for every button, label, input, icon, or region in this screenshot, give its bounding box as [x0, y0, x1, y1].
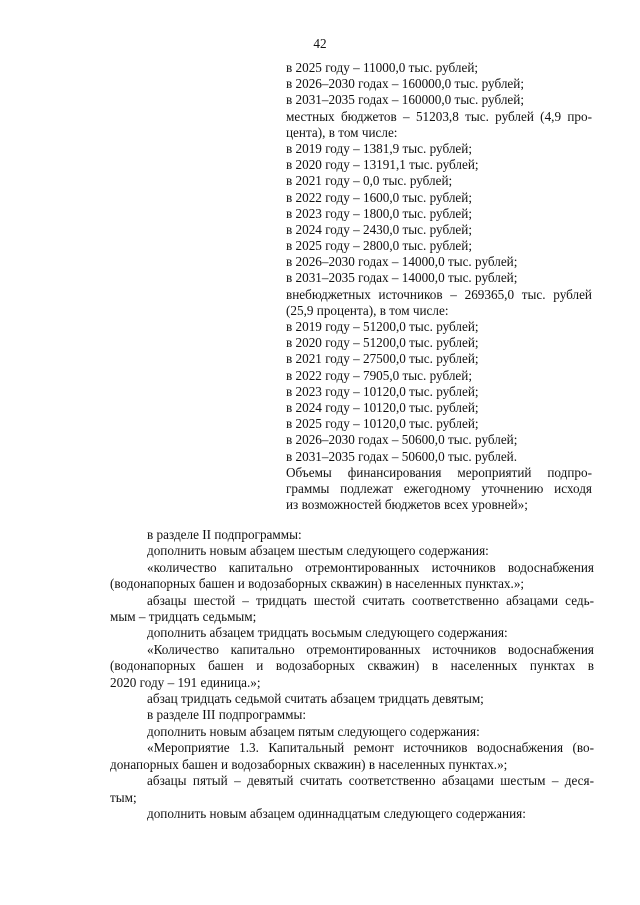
- paragraph-line: (водонапорных башен и водозаборных скважин) в населенных пунктах.»;: [110, 576, 525, 592]
- list-item: в 2020 году – 13191,1 тыс. рублей;: [286, 157, 479, 173]
- list-item: Объемы финансирования мероприятий подпро-: [286, 464, 592, 480]
- list-item: в 2019 году – 51200,0 тыс. рублей;: [286, 319, 479, 335]
- paragraph-line: абзацы пятый – девятый считать соответственно абзацами шестым – деся-: [147, 773, 594, 789]
- paragraph-line: дополнить абзацем тридцать восьмым следующего содержания:: [147, 625, 508, 641]
- paragraph-line: (водонапорных башен и водозаборных скважин) в населенных пунктах в: [110, 658, 594, 674]
- list-item: из возможностей бюджетов всех уровней»;: [286, 497, 528, 513]
- list-item: (25,9 процента), в том числе:: [286, 302, 449, 318]
- paragraph-line: «Количество капитально отремонтированных источников водоснабжения: [147, 641, 594, 657]
- page-number: 42: [313, 36, 327, 51]
- paragraph-line: 2020 году – 191 единица.»;: [110, 674, 261, 690]
- list-item: в 2026–2030 годах – 50600,0 тыс. рублей;: [286, 432, 518, 448]
- paragraph-line: «Мероприятие 1.3. Капитальный ремонт источников водоснабжения (во-: [147, 740, 594, 756]
- funding-list: [286, 60, 592, 513]
- list-item: в 2021 году – 27500,0 тыс. рублей;: [286, 351, 479, 367]
- list-item: в 2026–2030 годах – 14000,0 тыс. рублей;: [286, 254, 518, 270]
- paragraph-line: мым – тридцать седьмым;: [110, 609, 257, 625]
- list-item: местных бюджетов – 51203,8 тыс. рублей (4,9 про-: [286, 108, 592, 124]
- document-body: [110, 527, 594, 822]
- list-item: в 2021 году – 0,0 тыс. рублей;: [286, 173, 453, 189]
- list-item: в 2019 году – 1381,9 тыс. рублей;: [286, 140, 472, 156]
- list-item: в 2023 году – 1800,0 тыс. рублей;: [286, 205, 472, 221]
- paragraph-line: в разделе III подпрограммы:: [147, 707, 307, 723]
- list-item: в 2026–2030 годах – 160000,0 тыс. рублей;: [286, 76, 524, 92]
- list-item: в 2025 году – 11000,0 тыс. рублей;: [286, 60, 479, 75]
- paragraph-line: дополнить новым абзацем пятым следующего содержания:: [147, 723, 480, 739]
- list-item: граммы подлежат ежегодному уточнению исходя: [286, 480, 592, 496]
- list-item: в 2031–2035 годах – 50600,0 тыс. рублей.: [286, 448, 518, 464]
- list-item: в 2022 году – 7905,0 тыс. рублей;: [286, 367, 472, 383]
- list-item: в 2022 году – 1600,0 тыс. рублей;: [286, 189, 472, 205]
- list-item: в 2024 году – 2430,0 тыс. рублей;: [286, 221, 472, 237]
- list-item: в 2023 году – 10120,0 тыс. рублей;: [286, 383, 479, 399]
- list-item: в 2020 году – 51200,0 тыс. рублей;: [286, 335, 479, 351]
- paragraph-line: «количество капитально отремонтированных источников водоснабжения: [147, 559, 594, 575]
- paragraph-line: тым;: [110, 789, 137, 805]
- list-item: в 2025 году – 10120,0 тыс. рублей;: [286, 416, 479, 432]
- list-item: в 2031–2035 годах – 160000,0 тыс. рублей;: [286, 92, 524, 108]
- paragraph-line: абзацы шестой – тридцать шестой считать соответственно абзацами седь-: [147, 592, 594, 608]
- paragraph-line: донапорных башен и водозаборных скважин) в населенных пунктах.»;: [110, 756, 508, 772]
- list-item: внебюджетных источников – 269365,0 тыс. рублей: [286, 286, 592, 302]
- paragraph-line: абзац тридцать седьмой считать абзацем тридцать девятым;: [147, 691, 484, 707]
- paragraph-line: дополнить новым абзацем шестым следующего содержания:: [147, 543, 489, 559]
- list-item: цента), в том числе:: [286, 124, 398, 140]
- list-item: в 2024 году – 10120,0 тыс. рублей;: [286, 399, 479, 415]
- paragraph-line: в разделе II подпрограммы:: [147, 527, 302, 542]
- list-item: в 2031–2035 годах – 14000,0 тыс. рублей;: [286, 270, 518, 286]
- paragraph-line: дополнить новым абзацем одиннадцатым следующего содержания:: [147, 805, 526, 821]
- list-item: в 2025 году – 2800,0 тыс. рублей;: [286, 238, 472, 254]
